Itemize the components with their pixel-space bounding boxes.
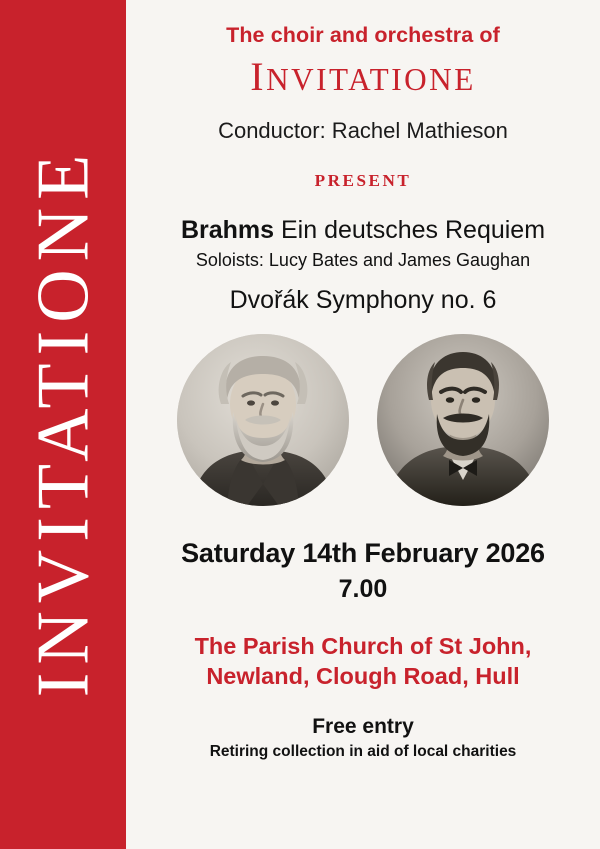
programme-item-2 — [136, 286, 590, 315]
programme-soloists-1: Soloists: Lucy Bates and James Gaughan — [195, 250, 531, 270]
portrait-dvorak — [377, 334, 549, 506]
present-label: PRESENT — [314, 171, 412, 190]
choir-line: The choir and orchestra of — [226, 23, 500, 47]
event-date: Saturday 14th February 2026 — [181, 538, 545, 568]
programme-work-1: Ein deutsches Requiem — [274, 216, 546, 244]
event-venue — [136, 631, 590, 691]
side-band-title: INVITATIONE — [22, 146, 105, 697]
poster-content — [126, 0, 600, 849]
programme-work-2: Symphony no. 6 — [308, 286, 497, 314]
event-time: 7.00 — [338, 575, 388, 603]
portrait-brahms — [177, 334, 349, 506]
venue-line-2: Newland, Clough Road, Hull — [206, 663, 520, 690]
side-band — [0, 0, 126, 849]
programme-composer-2: Dvořák — [229, 286, 309, 314]
ensemble-name: INVITATIONE — [250, 54, 476, 99]
collection-note: Retiring collection in aid of local charities — [209, 743, 517, 761]
venue-line-1: The Parish Church of St John, — [194, 633, 532, 659]
conductor-line: Conductor: Rachel Mathieson — [218, 118, 508, 143]
admission-label: Free entry — [312, 715, 414, 739]
programme-item-1 — [136, 216, 590, 245]
programme-composer-1: Brahms — [180, 216, 275, 244]
portrait-row — [136, 334, 590, 506]
